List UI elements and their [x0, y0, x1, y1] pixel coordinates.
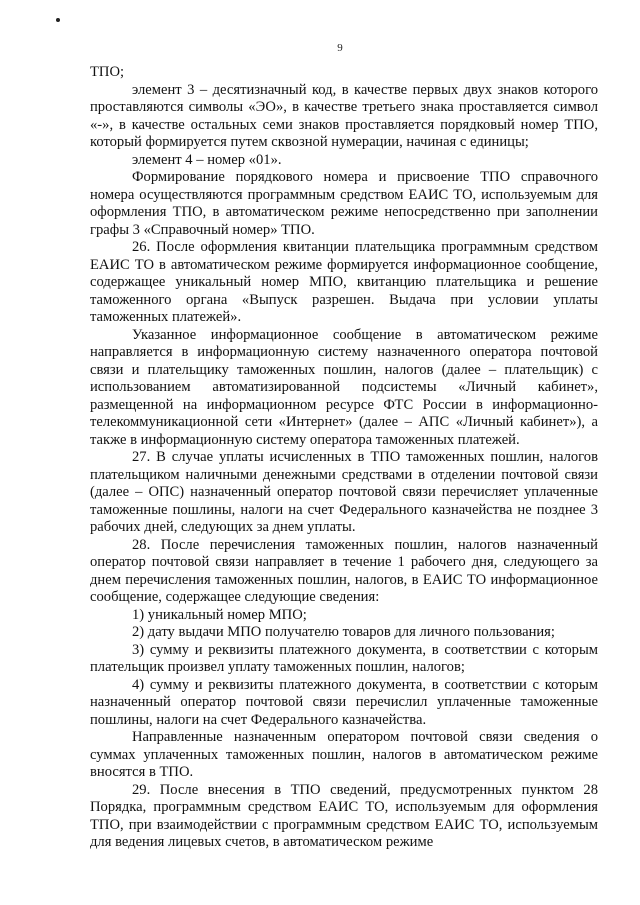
list-item-3: 3) сумму и реквизиты платежного документа, в соответствии с которым плательщик произвел уплату таможенных пошлин, налогов; — [90, 641, 598, 675]
paragraph-element-3: элемент 3 – десятизначный код, в качестве первых двух знаков которого проставляются символы «ЭО», в качестве третьего знака проставляется символ «-», в качестве остальных семи знаков проставляется порядковый номер ТПО, который формируется путем сквозной нумерации, начиная с единицы; — [90, 81, 598, 150]
scan-mark — [56, 18, 60, 22]
list-item-1: 1) уникальный номер МПО; — [132, 606, 307, 623]
document-body — [90, 64, 598, 852]
paragraph-tpo-end: ТПО; — [90, 64, 125, 80]
paragraph-message-sending: Указанное информационное сообщение в автоматическом режиме направляется в информационную систему назначенного оператора почтовой связи и плательщику таможенных пошлин, налогов (далее – плательщик) с использованием автоматизированной подсистемы «Личный кабинет», размещенной на информационном ресурсе ФТС России в информационно-телекоммуникационной сети «Интернет» (далее – АПС «Личный кабинет»), а также в информационную систему оператора таможенных платежей. — [90, 326, 598, 448]
paragraph-numbering: Формирование порядкового номера и присвоение ТПО справочного номера осуществляются программным средством ЕАИС ТО, используемым для оформления ТПО, в автоматическом режиме непосредственно при заполнении графы 3 «Справочный номер» ТПО. — [90, 169, 598, 238]
list-item-2: 2) дату выдачи МПО получателю товаров для личного пользования; — [132, 624, 555, 640]
paragraph-item-27: 27. В случае уплаты исчисленных в ТПО таможенных пошлин, налогов плательщиком наличными денежными средствами в отделении почтовой связи (далее – ОПС) назначенный оператор почтовой связи перечисляет уплаченные таможенные пошлины, налоги на счет Федерального казначейства не позднее 3 рабочих дней, следующих за днем уплаты. — [90, 449, 598, 535]
paragraph-item-26: 26. После оформления квитанции плательщика программным средством ЕАИС ТО в автоматическом режиме формируется информационное сообщение, содержащее уникальный номер МПО, квитанцию плательщика и решение таможенного органа «Выпуск разрешен. Выдача при условии уплаты таможенных платежей». — [90, 239, 598, 325]
paragraph-element-4: элемент 4 – номер «01». — [132, 151, 282, 168]
paragraph-item-29: 29. После внесения в ТПО сведений, предусмотренных пунктом 28 Порядка, программным средством ЕАИС ТО, используемым для оформления ТПО, при взаимодействии с программным средством ЕАИС ТО, используемым для ведения лицевых счетов, в автоматическом режиме — [90, 781, 598, 850]
paragraph-item-28: 28. После перечисления таможенных пошлин, налогов назначенный оператор почтовой связи направляет в течение 1 рабочего дня, следующего за днем перечисления таможенных пошлин, налогов, в ЕАИС ТО информационное сообщение, содержащее следующие сведения: — [90, 536, 598, 605]
paragraph-sent-info: Направленные назначенным оператором почтовой связи сведения о суммах уплаченных таможенных пошлин, налогов в автоматическом режиме вносятся в ТПО. — [90, 729, 598, 780]
page-number: 9 — [337, 42, 343, 54]
list-item-4: 4) сумму и реквизиты платежного документа, в соответствии с которым назначенный оператор почтовой связи перечислил уплаченные таможенные пошлины, налоги на счет Федерального казначейства. — [90, 676, 598, 728]
